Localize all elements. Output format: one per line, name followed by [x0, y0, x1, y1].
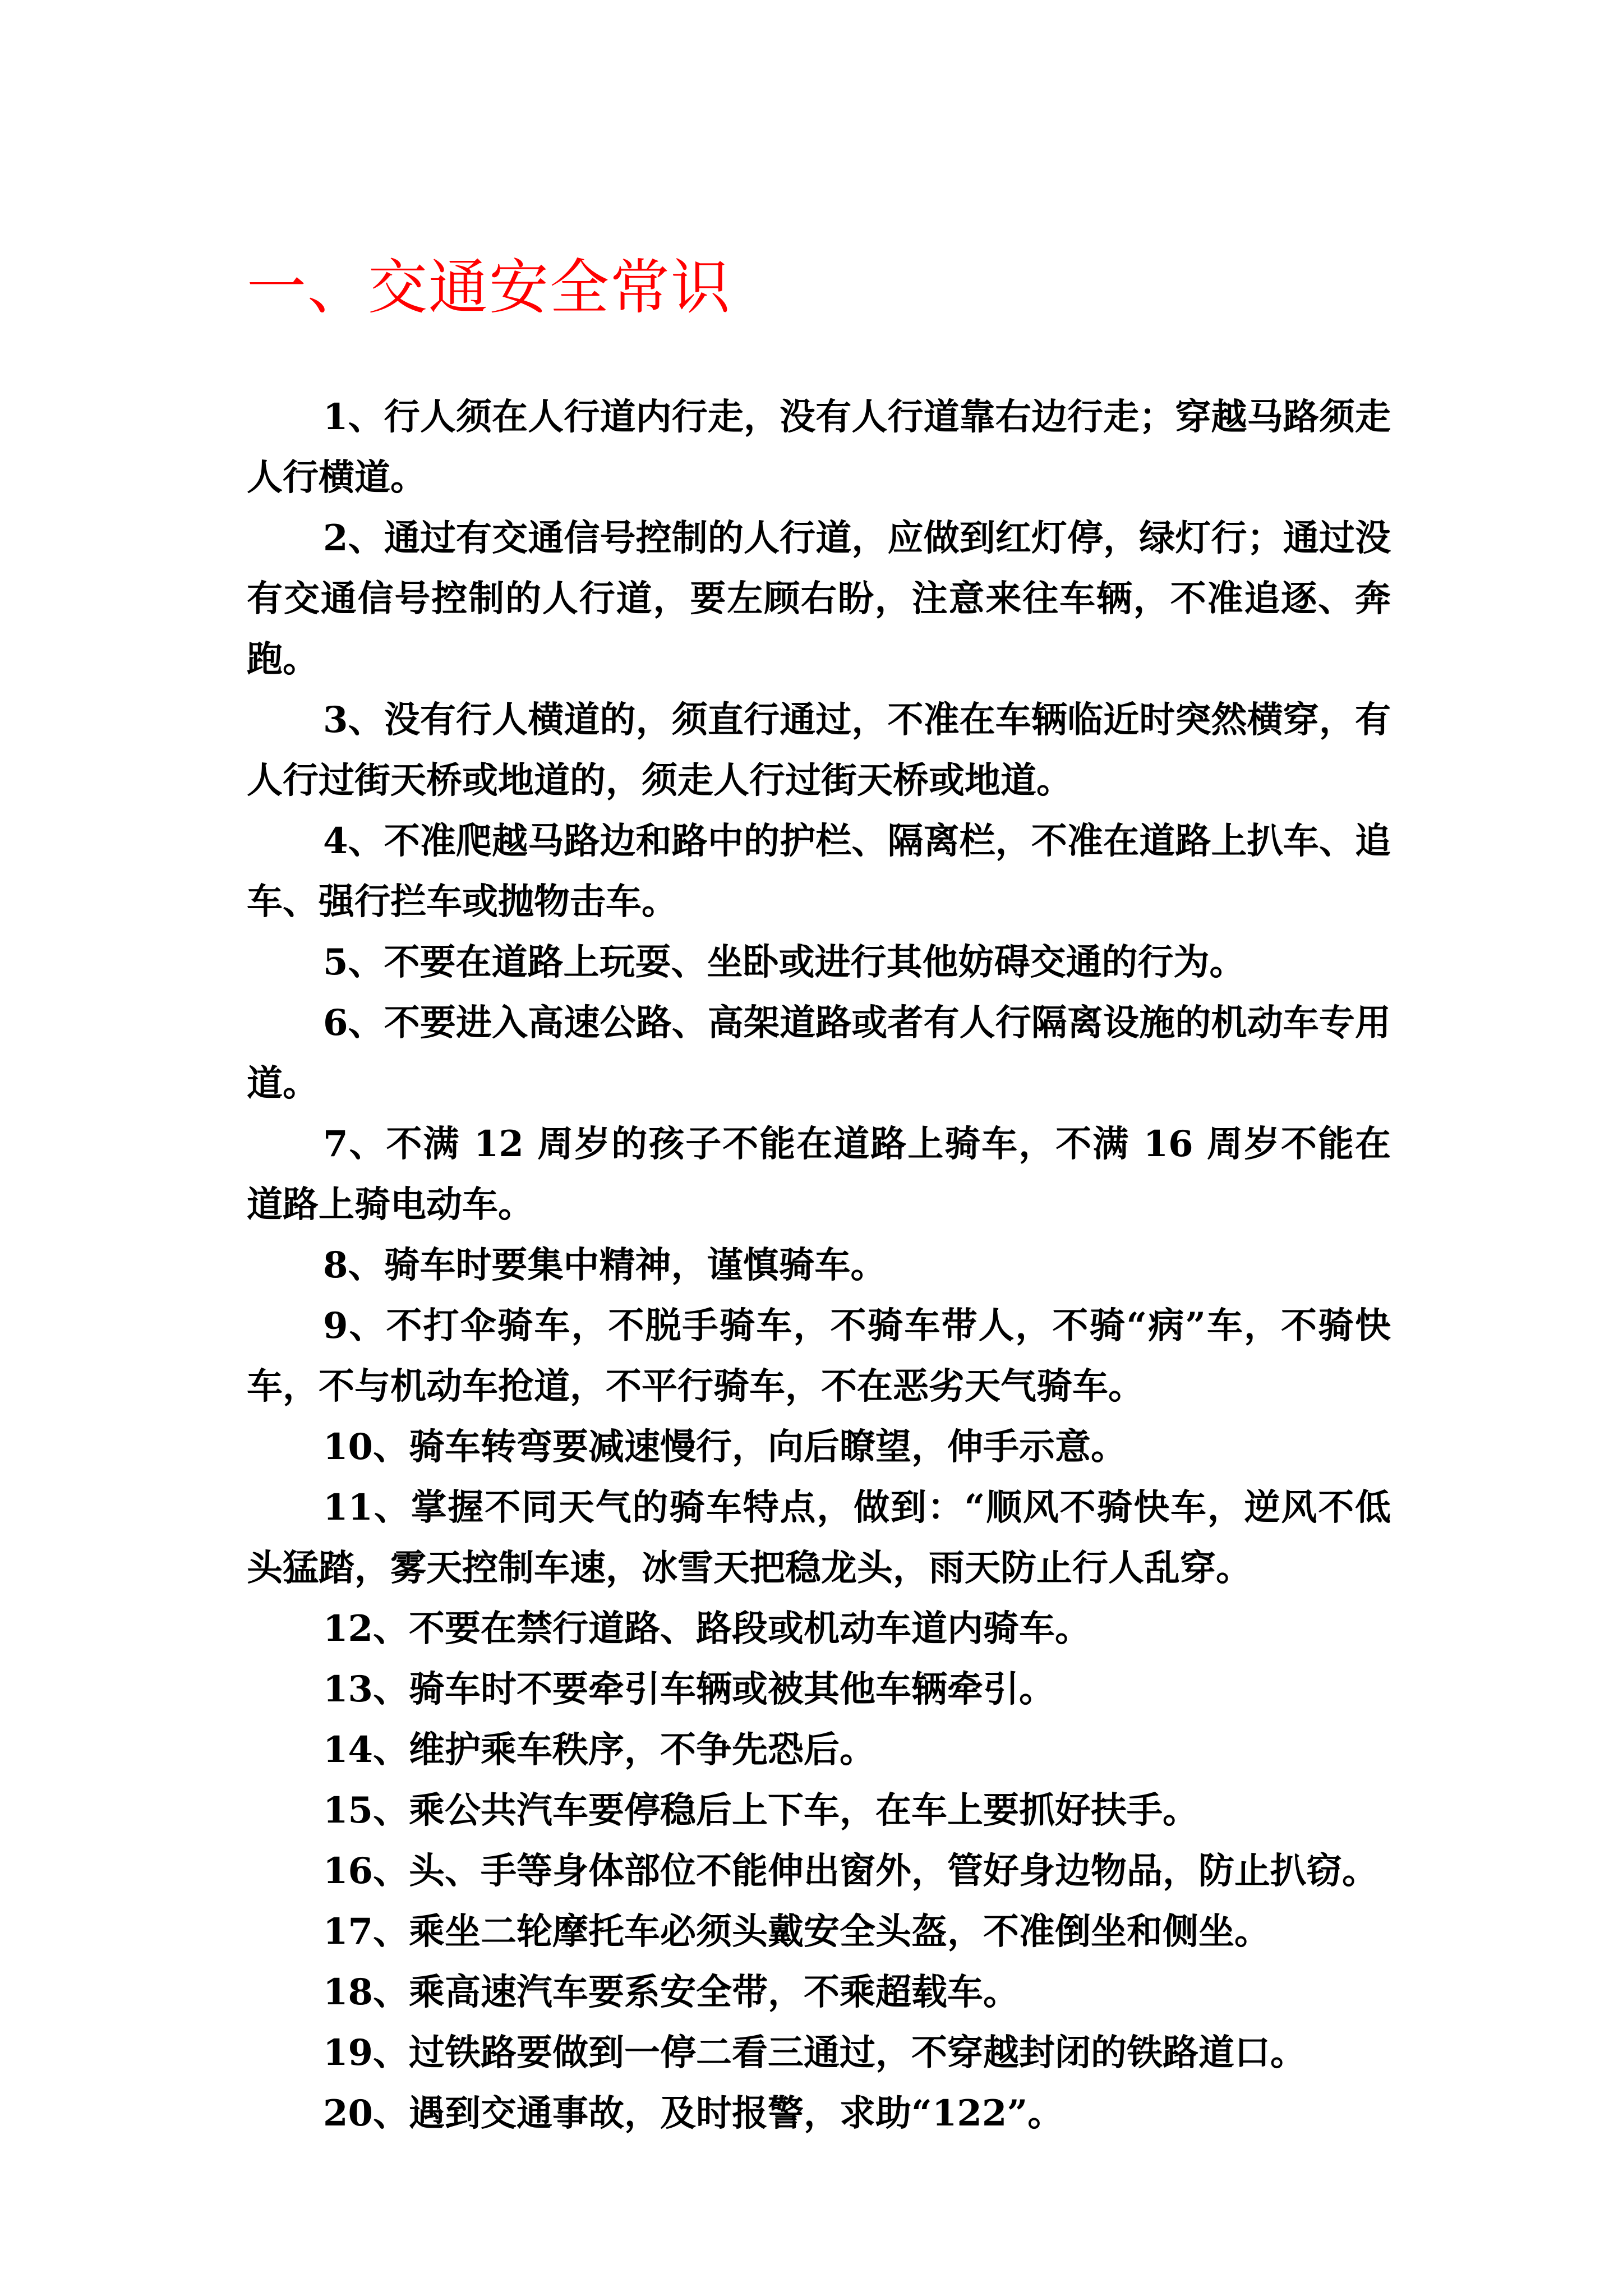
rule-item-15: 15、乘公共汽车要停稳后上下车，在车上要抓好扶手。 [323, 1789, 1199, 1832]
rule-item-9: 9、不打伞骑车，不脱手骑车，不骑车带人，不骑“病”车，不骑快车，不与机动车抢道，不平行骑车，不在恶劣天气骑车。 [247, 1305, 1391, 1407]
rule-item-11: 11、掌握不同天气的骑车特点，做到：“顺风不骑快车，逆风不低头猛踏，雾天控制车速，冰雪天把稳龙头，雨天防止行人乱穿。 [247, 1487, 1391, 1589]
rule-item-6: 6、不要进入高速公路、高架道路或者有人行隔离设施的机动车专用道。 [247, 1002, 1391, 1105]
rule-item-17: 17、乘坐二轮摩托车必须头戴安全头盔，不准倒坐和侧坐。 [323, 1911, 1271, 1953]
rule-item-3: 3、没有行人横道的，须直行通过，不准在车辆临近时突然横穿，有人行过街天桥或地道的，须走人行过街天桥或地道。 [247, 699, 1391, 802]
rule-item-10: 10、骑车转弯要减速慢行，向后瞭望，伸手示意。 [323, 1426, 1127, 1468]
rule-item-5: 5、不要在道路上玩耍、坐卧或进行其他妨碍交通的行为。 [323, 941, 1246, 983]
rule-item-20: 20、遇到交通事故，及时报警，求助“122”。 [323, 2092, 1064, 2134]
rule-item-7: 7、不满 12 周岁的孩子不能在道路上骑车，不满 16 周岁不能在道路上骑电动车。 [247, 1123, 1391, 1226]
rule-item-4: 4、不准爬越马路边和路中的护栏、隔离栏，不准在道路上扒车、追车、强行拦车或抛物击车。 [247, 820, 1391, 923]
rule-item-19: 19、过铁路要做到一停二看三通过，不穿越封闭的铁路道口。 [323, 2032, 1307, 2074]
rule-item-13: 13、骑车时不要牵引车辆或被其他车辆牵引。 [323, 1668, 1055, 1710]
rule-item-1: 1、行人须在人行道内行走，没有人行道靠右边行走；穿越马路须走人行横道。 [247, 396, 1391, 499]
page-title: 一、交通安全常识 [247, 253, 731, 322]
rules-list [247, 387, 1391, 2144]
rule-item-12: 12、不要在禁行道路、路段或机动车道内骑车。 [323, 1608, 1091, 1650]
rule-item-2: 2、通过有交通信号控制的人行道，应做到红灯停，绿灯行；通过没有交通信号控制的人行道，要左顾右盼，注意来往车辆，不准追逐、奔跑。 [247, 517, 1391, 680]
rule-item-18: 18、乘高速汽车要系安全带，不乘超载车。 [323, 1971, 1020, 2013]
rule-item-8: 8、骑车时要集中精神，谨慎骑车。 [323, 1244, 887, 1286]
rule-item-14: 14、维护乘车秩序，不争先恐后。 [323, 1729, 876, 1771]
rule-item-16: 16、头、手等身体部位不能伸出窗外，管好身边物品，防止扒窃。 [323, 1850, 1378, 1892]
